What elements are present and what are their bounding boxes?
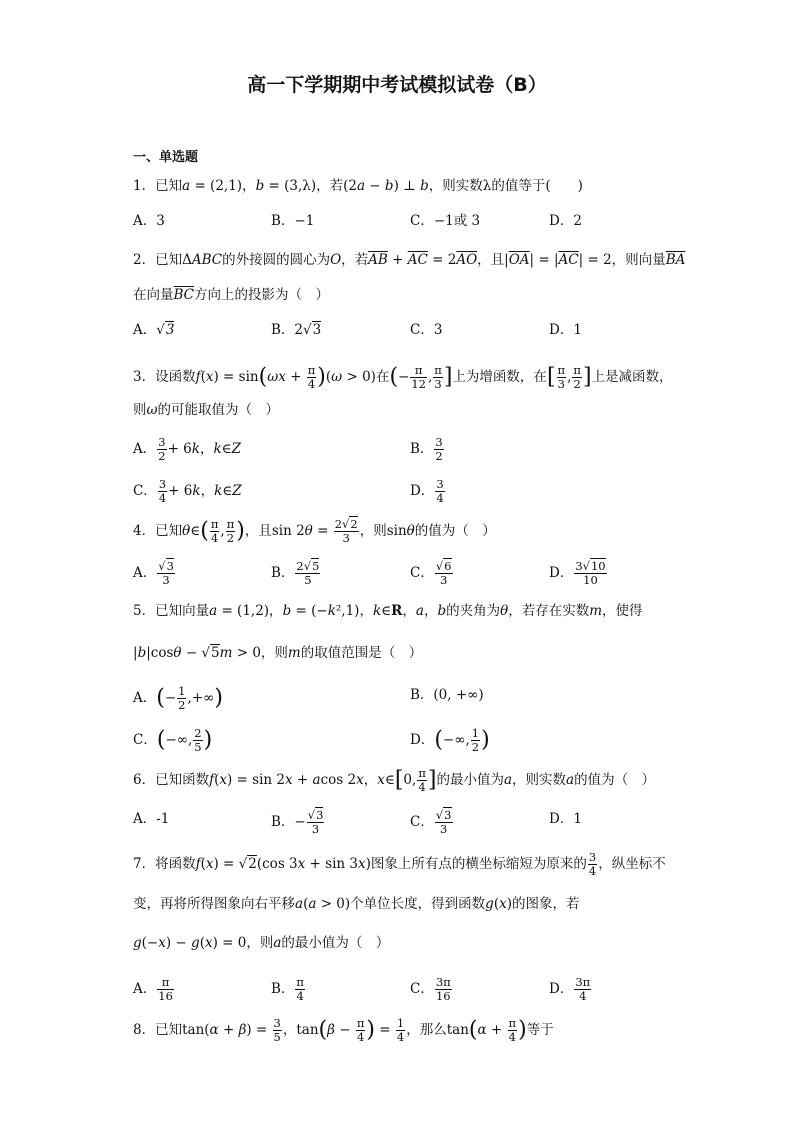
question-5-line-2: |b|cosθ − √5m > 0，则m的取值范围是（ ） xyxy=(133,645,423,661)
question-1: 1．已知a = (2,1)，b = (3,λ)，若(2a − b) ⊥ b，则实数λ的值等于( ) xyxy=(133,178,583,194)
question-2-line-1: 2．已知ΔABC的外接圆的圆心为O，若$\overline{AB} + \overline{AC} = 2\overline{AO}$，且$|\overline{OA}| = |\overline{AC}| = 2$，则向量$\overline{BA}$ xyxy=(133,252,686,268)
q2-option-c: C．3 xyxy=(410,322,443,338)
question-7-line-3: g(−x) − g(x) = 0，则a的最小值为（ ） xyxy=(133,935,390,951)
q5-option-b: B．(0, +∞) xyxy=(410,687,484,703)
q4-option-d: D． $\frac{3√10}{10}$ xyxy=(549,559,606,587)
section-heading: 一、单选题 xyxy=(133,150,199,165)
question-7-line-1: 7．将函数f(x) = √2(cos 3x + sin 3x)图象上所有点的横坐标缩短为原来的 $\frac{3}{4}$ ，纵坐标不 xyxy=(133,850,666,878)
q4-option-a: A． $\frac{√3}{3}$ xyxy=(133,559,174,587)
q6-option-b: B．− $\frac{√3}{3}$ xyxy=(271,808,324,836)
q2-option-d: D．1 xyxy=(549,322,582,338)
question-3-line-1: 3．设函数f(x) = sin(ωx + $\frac{\pi}{4}$ )(ω > 0)在(− $\frac{\pi}{12}$ , $\frac{\pi}{3}$ ]上为增函数，在[ $\frac{\pi}{3}$ , $\frac{\pi}{2}$ ]上是减函数， xyxy=(133,363,673,391)
question-7-line-2: 变，再将所得图象向右平移a(a > 0)个单位长度，得到函数g(x)的图象，若 xyxy=(133,896,580,912)
q6-option-c: C． $\frac{√3}{3}$ xyxy=(410,808,452,836)
q7-option-c: C． $\frac{3\pi}{16}$ xyxy=(410,975,451,1003)
q3-option-d: D． $\frac{3}{4}$ xyxy=(410,477,444,505)
q7-option-a: A． $\frac{\pi}{16}$ xyxy=(133,975,173,1003)
q4-option-c: C． $\frac{√6}{3}$ xyxy=(410,559,452,587)
q6-option-a: A．-1 xyxy=(133,811,170,827)
question-3-line-2: 则ω的可能取值为（ ） xyxy=(133,402,280,418)
question-6: 6．已知函数f(x) = sin 2x + acos 2x，x∈[0, $\frac{\pi}{4}$ ]的最小值为a，则实数a的值为（ ） xyxy=(133,766,656,794)
q2-option-b: B．2√3 xyxy=(271,322,322,338)
q1-option-d: D．2 xyxy=(549,213,582,229)
q5-option-d: D．(−∞, $\frac{1}{2}$ ) xyxy=(410,726,490,754)
q1-option-a: A．3 xyxy=(133,213,165,229)
q5-option-a: A．(− $\frac{1}{2}$ ,+∞) xyxy=(133,684,223,712)
question-4: 4．已知θ∈( $\frac{\pi}{4}$ , $\frac{\pi}{2}$ )，且sin 2θ = $\frac{2√2}{3}$ ，则sinθ的值为（ ） xyxy=(133,517,496,545)
q2-option-a: A．√3 xyxy=(133,322,175,338)
q5-option-c: C．(−∞, $\frac{2}{5}$ ) xyxy=(133,726,213,754)
q4-option-b: B． $\frac{2√5}{5}$ xyxy=(271,559,320,587)
q3-option-a: A． $\frac{3}{2}$ + 6k，k∈Z xyxy=(133,435,242,463)
page-title: 高一下学期期中考试模拟试卷（B） xyxy=(247,74,547,96)
q3-option-b: B． $\frac{3}{2}$ xyxy=(410,435,443,463)
question-2-line-2: 在向量$\overline{BC}$方向上的投影为（ ） xyxy=(133,287,330,303)
question-5-line-1: 5．已知向量a = (1,2)，b = (−k²,1)，k∈R，a，b的夹角为θ，若存在实数m，使得 xyxy=(133,603,643,619)
question-8: 8．已知tan(α + β) = $\frac{3}{5}$ ，tan(β − $\frac{\pi}{4}$ ) = $\frac{1}{4}$ ，那么tan(α + $\frac{\pi}{4}$ )等于 xyxy=(133,1016,554,1044)
q3-option-c: C． $\frac{3}{4}$ + 6k，k∈Z xyxy=(133,477,242,505)
q7-option-d: D． $\frac{3\pi}{4}$ xyxy=(549,975,591,1003)
q6-option-d: D．1 xyxy=(549,811,582,827)
q7-option-b: B． $\frac{\pi}{4}$ xyxy=(271,975,304,1003)
q1-option-c: C．−1或 3 xyxy=(410,213,481,229)
q1-option-b: B．−1 xyxy=(271,213,315,229)
